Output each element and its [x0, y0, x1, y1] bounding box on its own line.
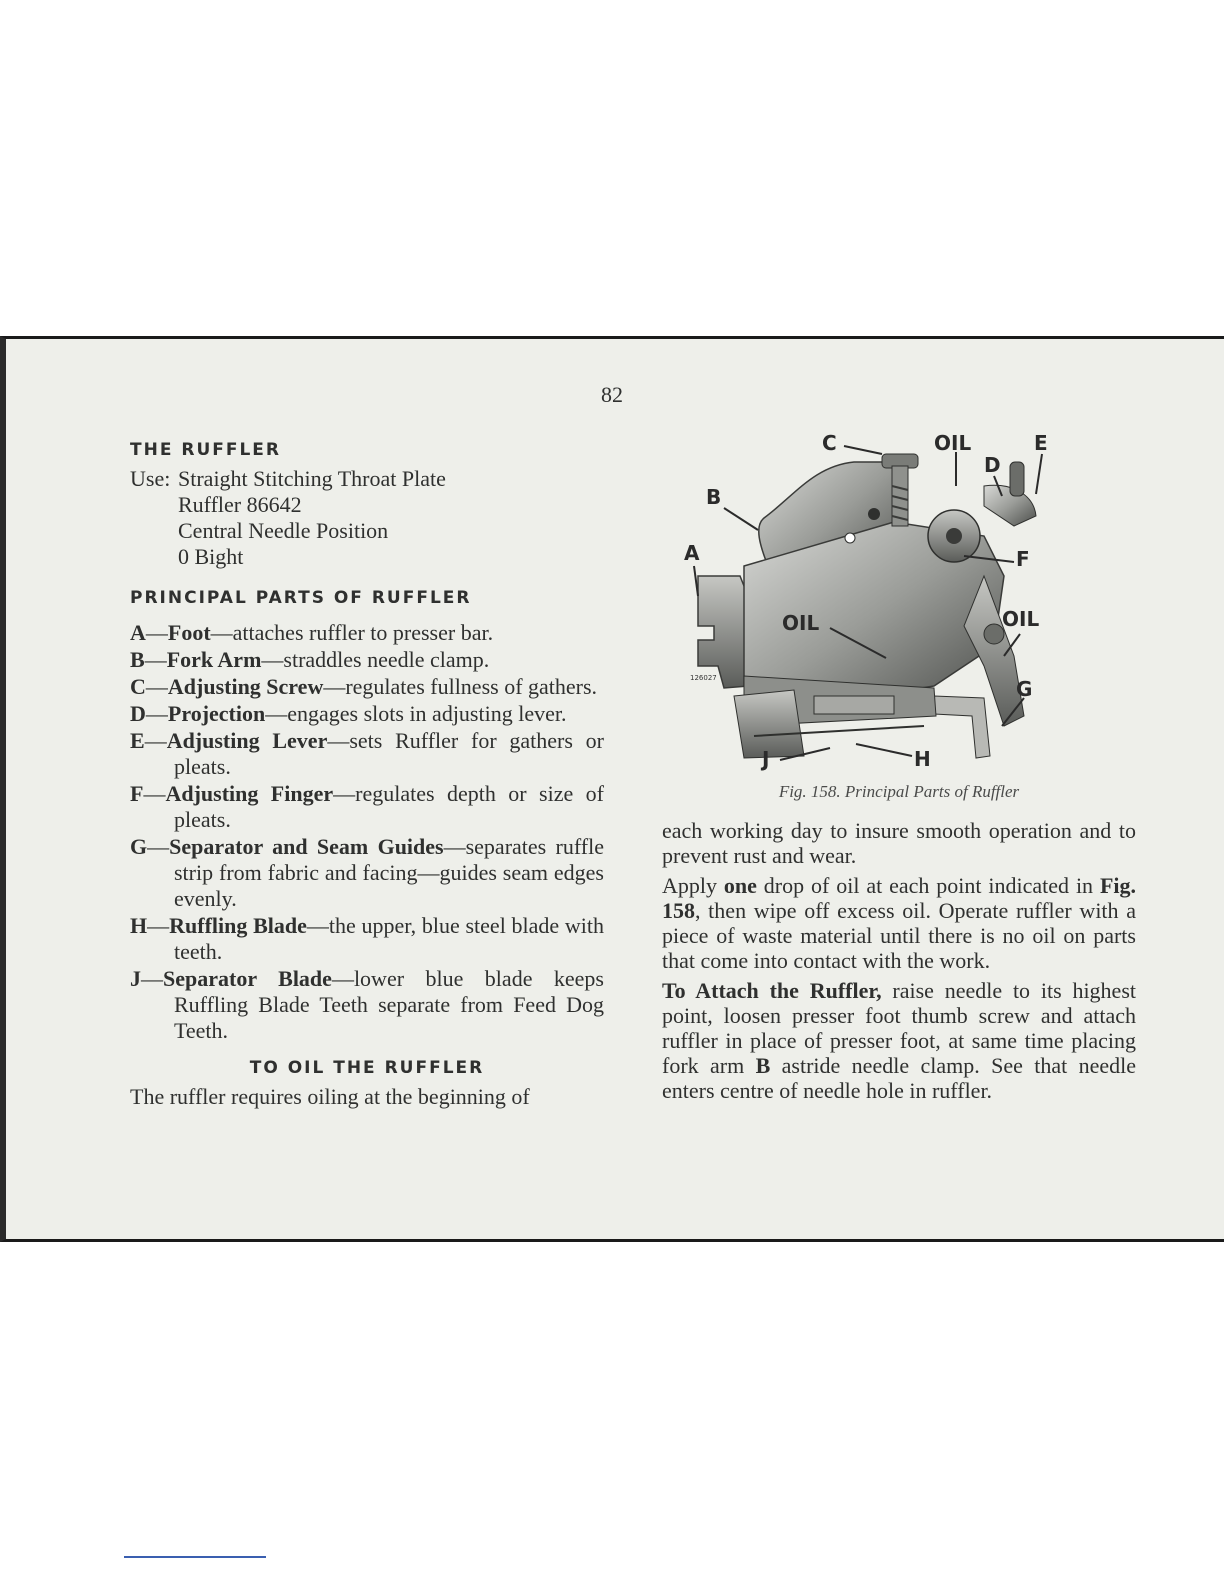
part-name: Projection [167, 701, 266, 726]
parts-heading: PRINCIPAL PARTS OF RUFFLER [130, 588, 472, 608]
part-entry [130, 647, 604, 673]
part-name: Separator and Seam Guides [169, 834, 444, 859]
apply-oil-paragraph [662, 873, 1136, 973]
part-name: Adjusting Finger [165, 781, 334, 806]
use-item: 0 Bight [178, 544, 244, 569]
part-description: engages slots in adjusting lever. [287, 701, 567, 726]
part-entry [130, 966, 604, 1044]
dash: — [331, 966, 354, 991]
oil-label-top: OIL [934, 431, 972, 455]
part-entry [130, 728, 604, 780]
dash: — [144, 728, 167, 753]
label-f: F [1016, 547, 1030, 571]
part-entry [130, 674, 604, 700]
label-j: J [762, 747, 770, 771]
dash: — [145, 620, 168, 645]
dash: — [210, 620, 233, 645]
oil-label-middle: OIL [782, 611, 820, 635]
dash: — [265, 701, 288, 726]
dash: — [323, 674, 346, 699]
part-description: separates ruffle strip from fabric and facing—guides seam edges evenly. [174, 834, 605, 911]
dash: — [144, 647, 167, 672]
text-run: astride needle clamp. See that needle enters centre of needle hole in ruffler. [662, 1053, 1136, 1103]
dash: — [145, 701, 168, 726]
part-name: Adjusting Lever [166, 728, 328, 753]
catalog-number: 126027 [690, 674, 717, 682]
part-name: Adjusting Screw [167, 674, 324, 699]
ruffler-drawing [698, 454, 1036, 758]
text-run: drop of oil at each point indicated in [756, 873, 1100, 898]
use-row [130, 466, 604, 570]
text-run: Apply [662, 873, 724, 898]
oil-continued-paragraph: each working day to insure smooth operation and to prevent rust and wear. [662, 818, 1136, 868]
ruffler-figure [684, 426, 1054, 772]
part-letter: F [130, 781, 144, 806]
use-item: Ruffler 86642 [178, 492, 302, 517]
part-letter: J [130, 966, 141, 991]
part-entry [130, 620, 604, 646]
part-letter: E [130, 728, 145, 753]
part-name: Ruffling Blade [169, 913, 307, 938]
label-a: A [684, 541, 700, 565]
use-item: Central Needle Position [178, 518, 389, 543]
part-entry [130, 834, 604, 912]
dash: — [261, 647, 284, 672]
text-run: , then wipe off excess oil. Operate ruffler with a piece of waste material until there is no oil on parts that come into contact with the work. [662, 898, 1136, 973]
emphasis-one: one [723, 873, 757, 898]
dash: — [147, 834, 170, 859]
fork-arm-reference: B [755, 1053, 771, 1078]
oil-text: The ruffler requires oiling at the beginning of [130, 1084, 530, 1109]
dash: — [333, 781, 356, 806]
part-description: straddles needle clamp. [283, 647, 490, 672]
dash: — [147, 913, 170, 938]
use-label: Use: [130, 466, 171, 491]
label-c: C [822, 431, 837, 455]
label-b: B [706, 485, 722, 509]
dash: — [145, 674, 168, 699]
dash: — [306, 913, 329, 938]
left-column [130, 440, 604, 1114]
figure-reference: Fig. 158 [662, 873, 1137, 923]
part-letter: H [130, 913, 148, 938]
use-list [178, 466, 446, 570]
right-column [662, 818, 1136, 1108]
dash: — [443, 834, 466, 859]
part-letter: D [130, 701, 146, 726]
footnote-rule [124, 1556, 266, 1558]
part-letter: B [130, 647, 145, 672]
part-description: lower blue blade keeps Ruffling Blade Teeth separate from Feed Dog Teeth. [174, 966, 604, 1043]
part-description: sets Ruffler for gathers or pleats. [174, 728, 605, 779]
part-name: Fork Arm [166, 647, 262, 672]
part-letter: G [130, 834, 148, 859]
part-description: attaches ruffler to presser bar. [232, 620, 494, 645]
dash: — [327, 728, 350, 753]
part-description: the upper, blue steel blade with teeth. [174, 913, 604, 964]
oil-heading: TO OIL THE RUFFLER [249, 1058, 485, 1078]
part-description: regulates fullness of gathers. [345, 674, 598, 699]
part-entry [130, 913, 604, 965]
page-number: 82 [601, 382, 623, 407]
section-title: THE RUFFLER [130, 440, 282, 460]
parts-list [130, 620, 604, 1044]
label-g: G [1016, 677, 1033, 701]
part-entry [130, 701, 604, 727]
part-description: regulates depth or size of pleats. [174, 781, 604, 832]
attach-ruffler-lead: To Attach the Ruffler, [662, 978, 882, 1003]
use-item: Straight Stitching Throat Plate [178, 466, 446, 491]
part-name: Foot [167, 620, 211, 645]
figure-caption: Fig. 158. Principal Parts of Ruffler [778, 782, 1020, 801]
label-h: H [914, 747, 931, 771]
use-block [130, 466, 604, 570]
oil-label-right: OIL [1002, 607, 1040, 631]
dash: — [141, 966, 163, 991]
attach-ruffler-paragraph [662, 978, 1136, 1103]
dash: — [143, 781, 166, 806]
text-run: raise needle to its highest point, loosen presser foot thumb screw and attach ruffler in place of presser foot, at same time placing fork arm [662, 978, 1136, 1078]
part-letter: C [130, 674, 146, 699]
part-entry [130, 781, 604, 833]
part-name: Separator Blade [163, 966, 332, 991]
label-d: D [984, 453, 1001, 477]
label-e: E [1034, 431, 1048, 455]
part-letter: A [130, 620, 146, 645]
